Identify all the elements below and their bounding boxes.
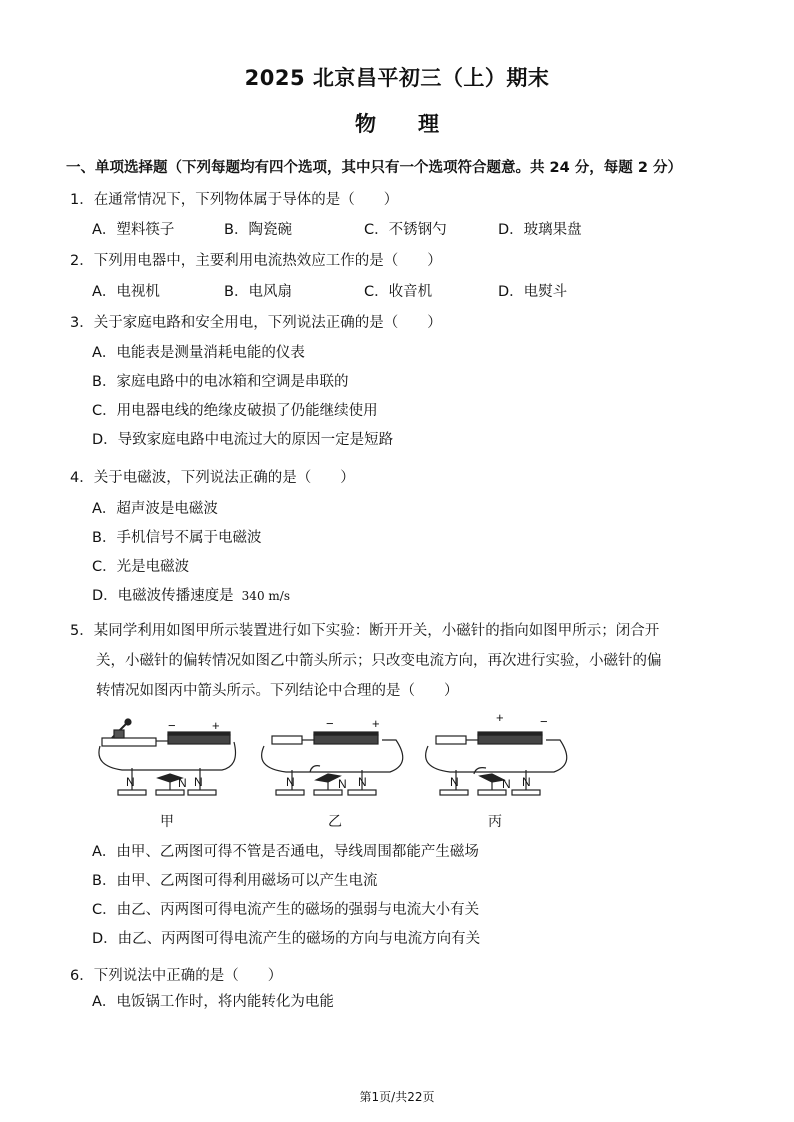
option-text: D．电磁波传播速度是 [92,588,234,604]
north-label: N [286,775,295,789]
north-label: N [522,775,531,789]
option: D．电熨斗 [498,284,568,300]
north-label: N [126,775,135,789]
option: A．电饭锅工作时，将内能转化为电能 [92,994,334,1010]
option: D．导致家庭电路中电流过大的原因一定是短路 [92,432,394,448]
option: A．电视机 [92,284,160,300]
question-4-stem: 4．关于电磁波，下列说法正确的是（ ） [70,470,355,486]
experiment-figure [88,708,568,836]
exam-title: 2025 北京昌平初三（上）期末 [244,66,550,90]
option: C．用电器电线的绝缘皮破损了仍能继续使用 [92,403,378,419]
north-label: N [178,776,187,790]
question-1-stem: 1．在通常情况下，下列物体属于导体的是（ ） [70,192,399,208]
option: A．塑料筷子 [92,222,175,238]
option: B．陶瓷碗 [224,222,292,238]
north-label: N [358,775,367,789]
panel-yi [262,732,403,795]
minus-sign: − [326,716,334,731]
option: B．手机信号不属于电磁波 [92,530,262,546]
option: C．由乙、丙两图可得电流产生的磁场的强弱与电流大小有关 [92,902,480,918]
plus-sign: + [212,718,220,733]
question-3-stem: 3．关于家庭电路和安全用电，下列说法正确的是（ ） [70,315,442,331]
option: C．光是电磁波 [92,559,190,575]
option: D．由乙、丙两图可得电流产生的磁场的方向与电流方向有关 [92,931,481,947]
option: C．收音机 [364,284,433,300]
option: A．超声波是电磁波 [92,501,218,517]
speed-value: 340 m/s [241,589,290,603]
north-label: N [450,775,459,789]
option: A．电能表是测量消耗电能的仪表 [92,345,305,361]
option: C．不锈钢勺 [364,222,447,238]
option: B．由甲、乙两图可得利用磁场可以产生电流 [92,873,378,889]
section-heading: 一、单项选择题（下列每题均有四个选项，其中只有一个选项符合题意。共 24 分，每题 2 分） [66,160,682,176]
subject-title: 物 理 [355,112,439,136]
option-with-unit [92,584,290,605]
north-label: N [194,775,203,789]
question-5-stem [70,616,730,706]
option: B．家庭电路中的电冰箱和空调是串联的 [92,374,349,390]
plus-sign: + [496,710,504,725]
minus-sign: − [168,718,176,733]
north-label: N [338,777,347,791]
option: A．由甲、乙两图可得不管是否通电，导线周围都能产生磁场 [92,844,479,860]
question-2-stem: 2．下列用电器中，主要利用电流热效应工作的是（ ） [70,253,442,269]
panel-bing [426,732,567,795]
plus-sign: + [372,716,380,731]
figure-label-bing: 丙 [488,813,502,829]
figure-label-jia: 甲 [160,813,174,829]
stem-line: 转情况如图丙中箭头所示。下列结论中合理的是（ ） [96,683,459,699]
stem-line: 5．某同学利用如图甲所示装置进行如下实验：断开开关，小磁针的指向如图甲所示；闭合开 [70,623,660,639]
minus-sign: − [540,714,548,729]
stem-line: 关，小磁针的偏转情况如图乙中箭头所示；只改变电流方向，再次进行实验，小磁针的偏 [96,653,662,669]
page-number: 第1页/共22页 [359,1090,435,1104]
figure-label-yi: 乙 [328,813,342,829]
option: D．玻璃果盘 [498,222,582,238]
option: B．电风扇 [224,284,292,300]
question-6-stem: 6．下列说法中正确的是（ ） [70,968,283,984]
north-label: N [502,777,511,791]
